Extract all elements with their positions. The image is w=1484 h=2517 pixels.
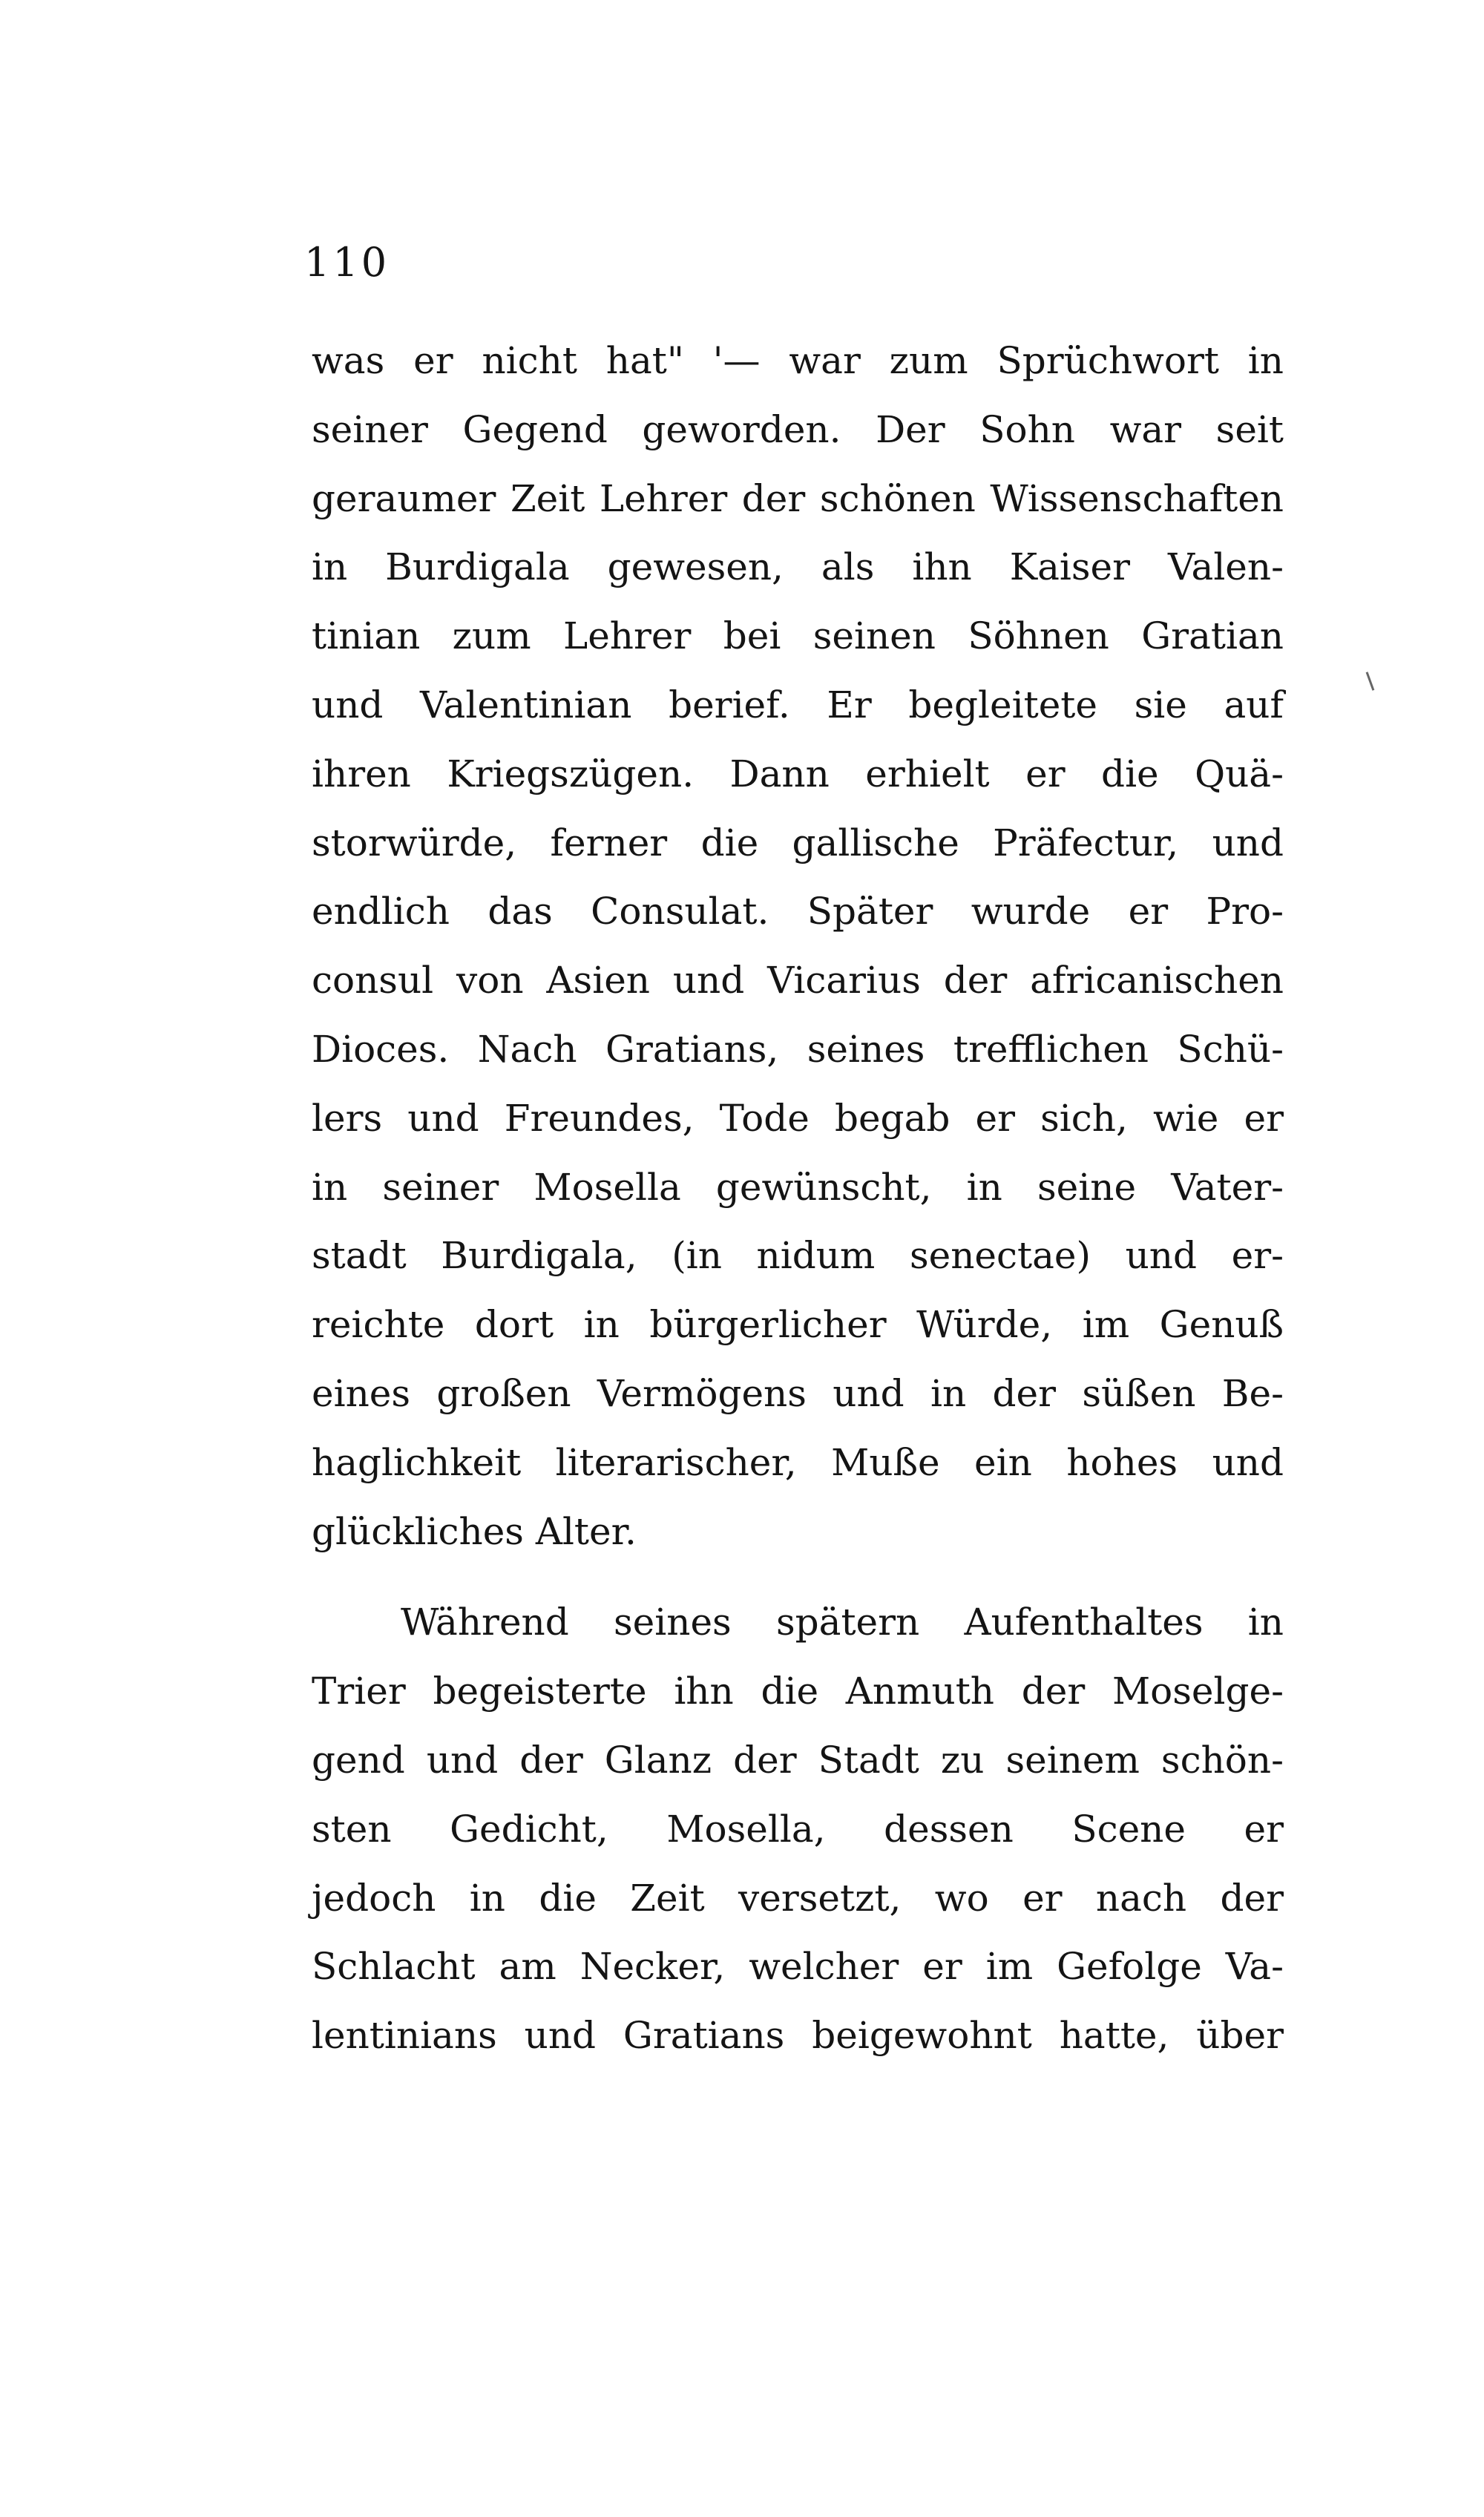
text-line: tinian zum Lehrer bei seinen Söhnen Gratian <box>312 614 1284 658</box>
text-line: in seiner Mosella gewünscht, in seine Vater- <box>312 1165 1284 1209</box>
text-line: ihren Kriegszügen. Dann erhielt er die Quä- <box>312 752 1284 795</box>
body-text <box>312 326 1284 2070</box>
text-line: Trier begeisterte ihn die Anmuth der Moselge- <box>312 1670 1284 1713</box>
text-line: endlich das Consulat. Später wurde er Pro- <box>312 890 1284 933</box>
text-line: storwürde, ferner die gallische Präfectur, und <box>312 821 1284 864</box>
text-line: consul von Asien und Vicarius der africanischen <box>312 959 1284 1002</box>
text-line: eines großen Vermögens und in der süßen Be- <box>312 1371 1284 1415</box>
text-line: lentinians und Gratians beigewohnt hatte, über <box>312 2014 1284 2058</box>
page-number: 110 <box>304 239 390 286</box>
text-line: Während seines spätern Aufenthaltes in <box>401 1601 1284 1644</box>
text-line: geraumer Zeit Lehrer der schönen Wissenschaften <box>312 476 1284 520</box>
text-line: in Burdigala gewesen, als ihn Kaiser Valen- <box>312 545 1284 589</box>
text-line: was er nicht hat" '— war zum Sprüchwort in <box>312 339 1284 382</box>
text-line: gend und der Glanz der Stadt zu seinem schön- <box>312 1738 1284 1782</box>
text-line: jedoch in die Zeit versetzt, wo er nach der <box>312 1876 1284 1920</box>
margin-mark <box>1366 672 1375 690</box>
text-line: reichte dort in bürgerlicher Würde, im Genuß <box>312 1303 1284 1347</box>
text-line: und Valentinian berief. Er begleitete sie auf <box>312 683 1284 726</box>
paragraph-2 <box>312 1588 1284 2070</box>
text-line: seiner Gegend geworden. Der Sohn war seit <box>312 407 1284 451</box>
text-line: lers und Freundes, Tode begab er sich, wie er <box>312 1096 1284 1140</box>
text-line: haglichkeit literarischer, Muße ein hohes und <box>312 1440 1284 1484</box>
text-line: glückliches Alter. <box>312 1509 637 1553</box>
text-line: stadt Burdigala, (in nidum senectae) und er- <box>312 1234 1284 1278</box>
text-line: Dioces. Nach Gratians, seines trefflichen Schü- <box>312 1027 1284 1071</box>
paragraph-1 <box>312 326 1284 1566</box>
text-line: sten Gedicht, Mosella, dessen Scene er <box>312 1807 1284 1851</box>
text-line: Schlacht am Necker, welcher er im Gefolge Va- <box>312 1945 1284 1989</box>
paragraph-gap <box>312 1566 1284 1588</box>
